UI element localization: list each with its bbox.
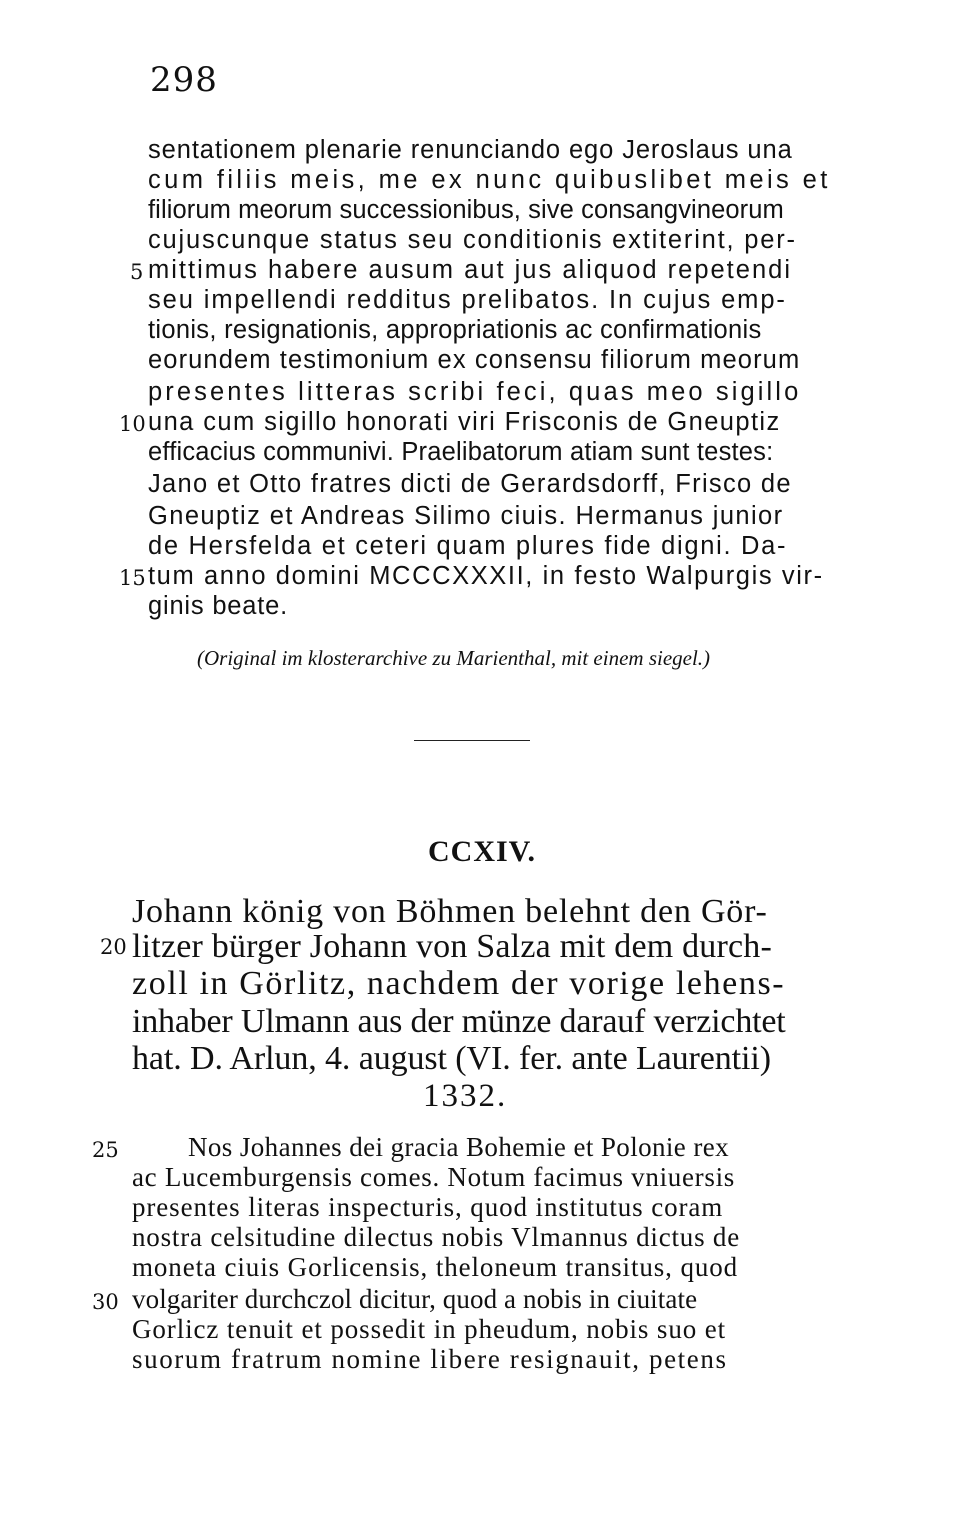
regest-line: litzer bürger Johann von Salza mit dem durch- <box>132 928 773 965</box>
text-line: filiorum meorum successionibus, sive consangvineorum <box>148 196 784 224</box>
line-number: 30 <box>92 1290 119 1314</box>
text-line: mittimus habere ausum aut jus aliquod repetendi <box>148 256 792 284</box>
text-line: tum anno domini MCCCXXXII, in festo Walpurgis vir- <box>148 562 824 590</box>
text-line: cum filiis meis, me ex nunc quibuslibet meis et <box>148 166 831 194</box>
regest-line: inhaber Ulmann aus der münze darauf verzichtet <box>132 1003 786 1040</box>
text-line: de Hersfelda et ceteri quam plures fide digni. Da- <box>148 532 788 560</box>
text-line: ginis beate. <box>148 592 289 620</box>
text-line: presentes litteras scribi feci, quas meo sigillo <box>148 378 802 406</box>
text-line: eorundem testimonium ex consensu filiorum meorum <box>148 346 801 374</box>
page-number: 298 <box>150 60 218 100</box>
text-line: efficacius communivi. Praelibatorum atiam sunt testes: <box>148 438 774 466</box>
line-number: 5 <box>130 260 144 284</box>
text-line: seu impellendi redditus prelibatos. In cujus emp- <box>148 286 787 314</box>
text-line: moneta ciuis Gorlicensis, theloneum transitus, quod <box>132 1252 739 1282</box>
text-line: Jano et Otto fratres dicti de Gerardsdorff, Frisco de <box>148 470 792 498</box>
line-number: 15 <box>119 566 146 590</box>
line-number: 10 <box>119 412 146 436</box>
line-number: 20 <box>100 935 127 959</box>
text-line: Gorlicz tenuit et possedit in pheudum, nobis suo et <box>132 1314 727 1344</box>
text-line: suorum fratrum nomine libere resignauit, petens <box>132 1344 728 1374</box>
text-line: tionis, resignationis, appropriationis ac confirmationis <box>148 316 762 344</box>
text-line: nostra celsitudine dilectus nobis Vlmannus dictus de <box>132 1222 741 1252</box>
text-line: Nos Johannes dei gracia Bohemie et Polonie rex <box>188 1132 730 1162</box>
regest-line: hat. D. Arlun, 4. august (VI. fer. ante Laurentii) <box>132 1040 771 1077</box>
line-number: 25 <box>92 1138 119 1162</box>
text-line: Gneuptiz et Andreas Silimo ciuis. Hermanus junior <box>148 502 784 530</box>
text-line: ac Lucemburgensis comes. Notum facimus vniuersis <box>132 1162 735 1192</box>
regest-line: zoll in Görlitz, nachdem der vorige lehens- <box>132 965 786 1002</box>
document-number: CCXIV. <box>428 835 536 868</box>
section-divider <box>414 740 530 741</box>
text-line: cujuscunque status seu conditionis extiterint, per- <box>148 226 797 254</box>
text-line: volgariter durchczol dicitur, quod a nobis in ciuitate <box>132 1284 698 1314</box>
text-line: sentationem plenarie renunciando ego Jeroslaus una <box>148 136 793 164</box>
regest-line: Johann könig von Böhmen belehnt den Gör- <box>132 893 768 930</box>
regest-year: 1332. <box>423 1078 508 1114</box>
text-line: presentes literas inspecturis, quod institutus coram <box>132 1192 724 1222</box>
archive-note: (Original im klosterarchive zu Marienthal, mit einem siegel.) <box>197 646 711 670</box>
text-line: una cum sigillo honorati viri Frisconis de Gneuptiz <box>148 408 781 436</box>
